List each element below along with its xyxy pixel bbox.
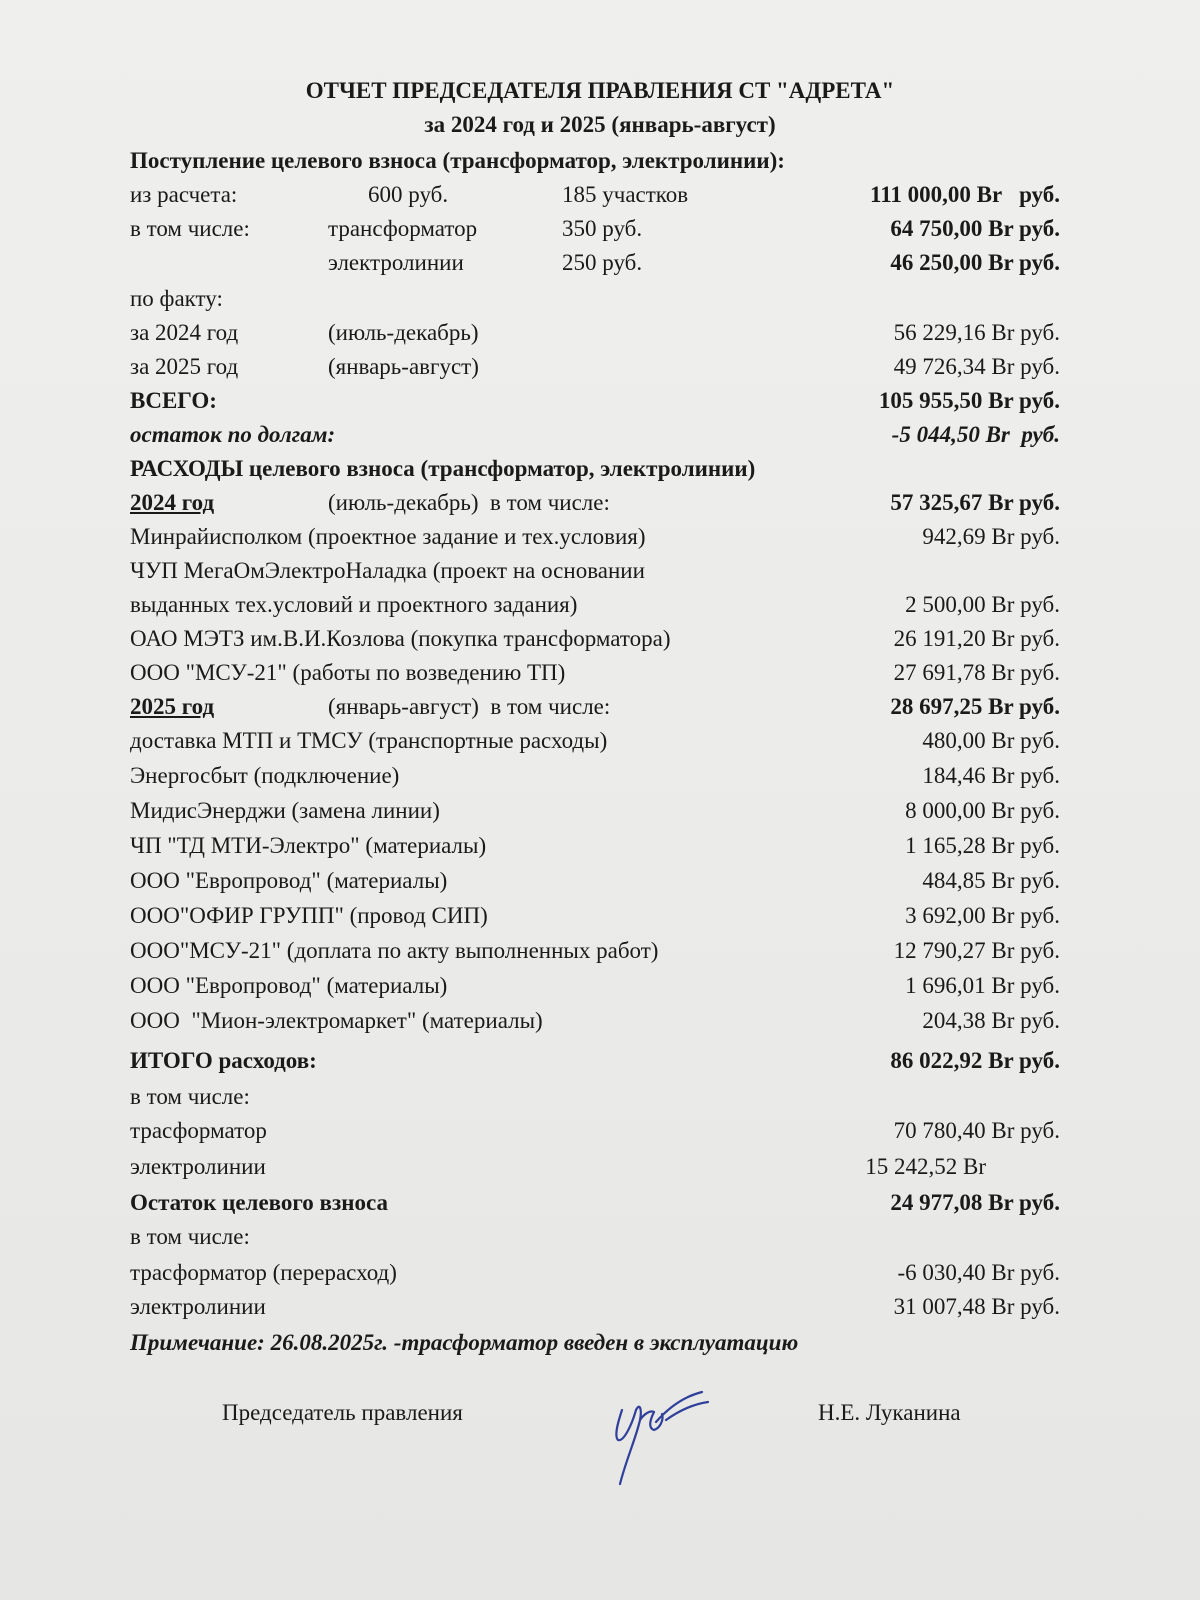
income-calc-row — [130, 178, 1060, 212]
expenses-heading — [130, 452, 1060, 486]
balance-incl-label: в том числе: — [130, 1224, 250, 1249]
expense-item-text: ООО "Мион-электромаркет" (материалы) — [130, 1008, 543, 1033]
fact-label: по факту: — [130, 286, 223, 311]
expense-item-text: Минрайисполком (проектное задание и тех.условия) — [130, 524, 646, 549]
fact-label-row — [130, 282, 1060, 316]
expense-item — [130, 759, 1060, 793]
expense-item-text: доставка МТП и ТМСУ (транспортные расходы) — [130, 728, 608, 753]
lines-item: электролинии — [328, 250, 464, 275]
expense-item-amount: 1 696,01 Br руб. — [905, 973, 1060, 998]
report-subtitle: за 2024 год и 2025 (январь-август) — [424, 112, 776, 137]
expenses-incl-row — [130, 1080, 1060, 1114]
expense-item-amount: 204,38 Br руб. — [922, 1008, 1060, 1033]
balance-transformer-label: трасформатор (перерасход) — [130, 1260, 397, 1285]
income-lines-row — [130, 246, 1060, 280]
expense-item-amount: 942,69 Br руб. — [922, 524, 1060, 549]
note-text: Примечание: 26.08.2025г. -трасформатор введен в эксплуатацию — [130, 1330, 799, 1355]
note-row — [130, 1326, 1060, 1360]
expense-item-amount: 12 790,27 Br руб. — [893, 938, 1060, 963]
expense-item-amount: 184,46 Br руб. — [922, 763, 1060, 788]
expenses-total-label: ИТОГО расходов: — [130, 1048, 317, 1073]
expense-item-amount: 1 165,28 Br руб. — [905, 833, 1060, 858]
calc-rate: 600 руб. — [368, 182, 449, 207]
expense-item-text: ЧП "ТД МТИ-Электро" (материалы) — [130, 833, 487, 858]
expense-item — [130, 934, 1060, 968]
debt-label: остаток по долгам: — [130, 422, 336, 447]
expense-item-text: ООО "Европровод" (материалы) — [130, 973, 448, 998]
expenses-2025-row — [130, 690, 1060, 724]
expense-item — [130, 656, 1060, 690]
calc-amount: 111 000,00 Br руб. — [869, 182, 1060, 207]
expense-item-text: ООО"ОФИР ГРУПП" (провод СИП) — [130, 903, 488, 928]
expense-item — [130, 969, 1060, 1003]
report-title: ОТЧЕТ ПРЕДСЕДАТЕЛЯ ПРАВЛЕНИЯ СТ "АДРЕТА" — [305, 78, 895, 103]
expense-item-text: выданных тех.условий и проектного задания) — [130, 592, 578, 617]
expense-item-amount: 27 691,78 Br руб. — [893, 660, 1060, 685]
expense-item-text: ООО "МСУ-21" (работы по возведению ТП) — [130, 660, 566, 685]
expense-item — [130, 829, 1060, 863]
expenses-total-amount: 86 022,92 Br руб. — [890, 1048, 1060, 1073]
balance-incl-row — [130, 1220, 1060, 1254]
fact-2024-label: за 2024 год — [130, 320, 239, 345]
expense-item-amount: 3 692,00 Br руб. — [905, 903, 1060, 928]
chairman-name: Н.Е. Луканина — [818, 1400, 961, 1425]
balance-transformer-row — [130, 1256, 1060, 1290]
expenses-lines-label: электролинии — [130, 1154, 266, 1179]
expenses-total-row — [130, 1044, 1060, 1078]
expense-item — [130, 899, 1060, 933]
fact-2024-amount: 56 229,16 Br руб. — [893, 320, 1060, 345]
transformer-rate: 350 руб. — [562, 216, 643, 241]
income-total-row — [130, 384, 1060, 418]
balance-lines-row — [130, 1290, 1060, 1324]
calc-plots: 185 участков — [562, 182, 689, 207]
debt-amount: -5 044,50 Br руб. — [891, 422, 1060, 447]
debt-row — [130, 418, 1060, 452]
expense-item-text: ЧУП МегаОмЭлектроНаладка (проект на основании — [130, 558, 645, 583]
signature-stroke — [616, 1392, 708, 1484]
year-2024-period: (июль-декабрь) в том числе: — [328, 490, 610, 515]
expense-item-text: ОАО МЭТЗ им.В.И.Козлова (покупка трансформатора) — [130, 626, 671, 651]
lines-amount: 46 250,00 Br руб. — [890, 250, 1060, 275]
expense-item — [130, 1004, 1060, 1038]
expense-item-text: ООО "Европровод" (материалы) — [130, 868, 448, 893]
year-2025-label: 2025 год — [130, 694, 215, 719]
lines-rate: 250 руб. — [562, 250, 643, 275]
year-2024-amount: 57 325,67 Br руб. — [890, 490, 1060, 515]
fact-2025-amount: 49 726,34 Br руб. — [893, 354, 1060, 379]
balance-amount: 24 977,08 Br руб. — [890, 1190, 1060, 1215]
expenses-incl-label: в том числе: — [130, 1084, 250, 1109]
expense-item-amount: 2 500,00 Br руб. — [905, 592, 1060, 617]
year-2024-label: 2024 год — [130, 490, 215, 515]
income-total-amount: 105 955,50 Br руб. — [878, 388, 1060, 413]
expense-item — [130, 864, 1060, 898]
expense-item — [130, 794, 1060, 828]
expense-item-amount: 480,00 Br руб. — [922, 728, 1060, 753]
fact-2024-row — [130, 316, 1060, 350]
fact-2025-row — [130, 350, 1060, 384]
balance-lines-amount: 31 007,48 Br руб. — [893, 1294, 1060, 1319]
income-transformer-row — [130, 212, 1060, 246]
balance-row — [130, 1186, 1060, 1220]
expenses-lines-amount: 15 242,52 Br — [865, 1154, 986, 1179]
fact-2024-period: (июль-декабрь) — [328, 320, 479, 345]
balance-lines-label: электролинии — [130, 1294, 266, 1319]
expenses-transformer-row — [130, 1114, 1060, 1148]
year-2025-amount: 28 697,25 Br руб. — [890, 694, 1060, 719]
income-heading — [130, 144, 1060, 178]
expenses-heading-text: РАСХОДЫ целевого взноса (трансформатор, электролинии) — [130, 456, 756, 481]
calc-label: из расчета: — [130, 182, 238, 207]
expense-item-amount: 26 191,20 Br руб. — [893, 626, 1060, 651]
expense-item-text: Энергосбыт (подключение) — [130, 763, 400, 788]
year-2025-period: (январь-август) в том числе: — [328, 694, 611, 719]
expense-item-text: МидисЭнерджи (замена линии) — [130, 798, 440, 823]
expense-item — [130, 622, 1060, 656]
signature — [600, 1380, 720, 1490]
expense-item-amount: 484,85 Br руб. — [922, 868, 1060, 893]
expenses-transformer-amount: 70 780,40 Br руб. — [893, 1118, 1060, 1143]
chairman-position: Председатель правления — [222, 1400, 463, 1425]
fact-2025-label: за 2025 год — [130, 354, 239, 379]
incl-label: в том числе: — [130, 216, 250, 241]
expense-item — [130, 554, 1060, 588]
transformer-amount: 64 750,00 Br руб. — [890, 216, 1060, 241]
expense-item — [130, 588, 1060, 622]
expense-item — [130, 724, 1060, 758]
balance-label: Остаток целевого взноса — [130, 1190, 388, 1215]
expenses-transformer-label: трасформатор — [130, 1118, 267, 1143]
income-total-label: ВСЕГО: — [130, 388, 217, 413]
expenses-2024-row — [130, 486, 1060, 520]
expense-item-text: ООО"МСУ-21" (доплата по акту выполненных работ) — [130, 938, 659, 963]
expense-item-amount: 8 000,00 Br руб. — [905, 798, 1060, 823]
expenses-lines-row — [130, 1150, 1060, 1184]
fact-2025-period: (январь-август) — [328, 354, 479, 379]
income-heading-text: Поступление целевого взноса (трансформатор, электролинии): — [130, 148, 785, 173]
expense-item — [130, 520, 1060, 554]
balance-transformer-amount: -6 030,40 Br руб. — [897, 1260, 1060, 1285]
transformer-item: трансформатор — [328, 216, 478, 241]
